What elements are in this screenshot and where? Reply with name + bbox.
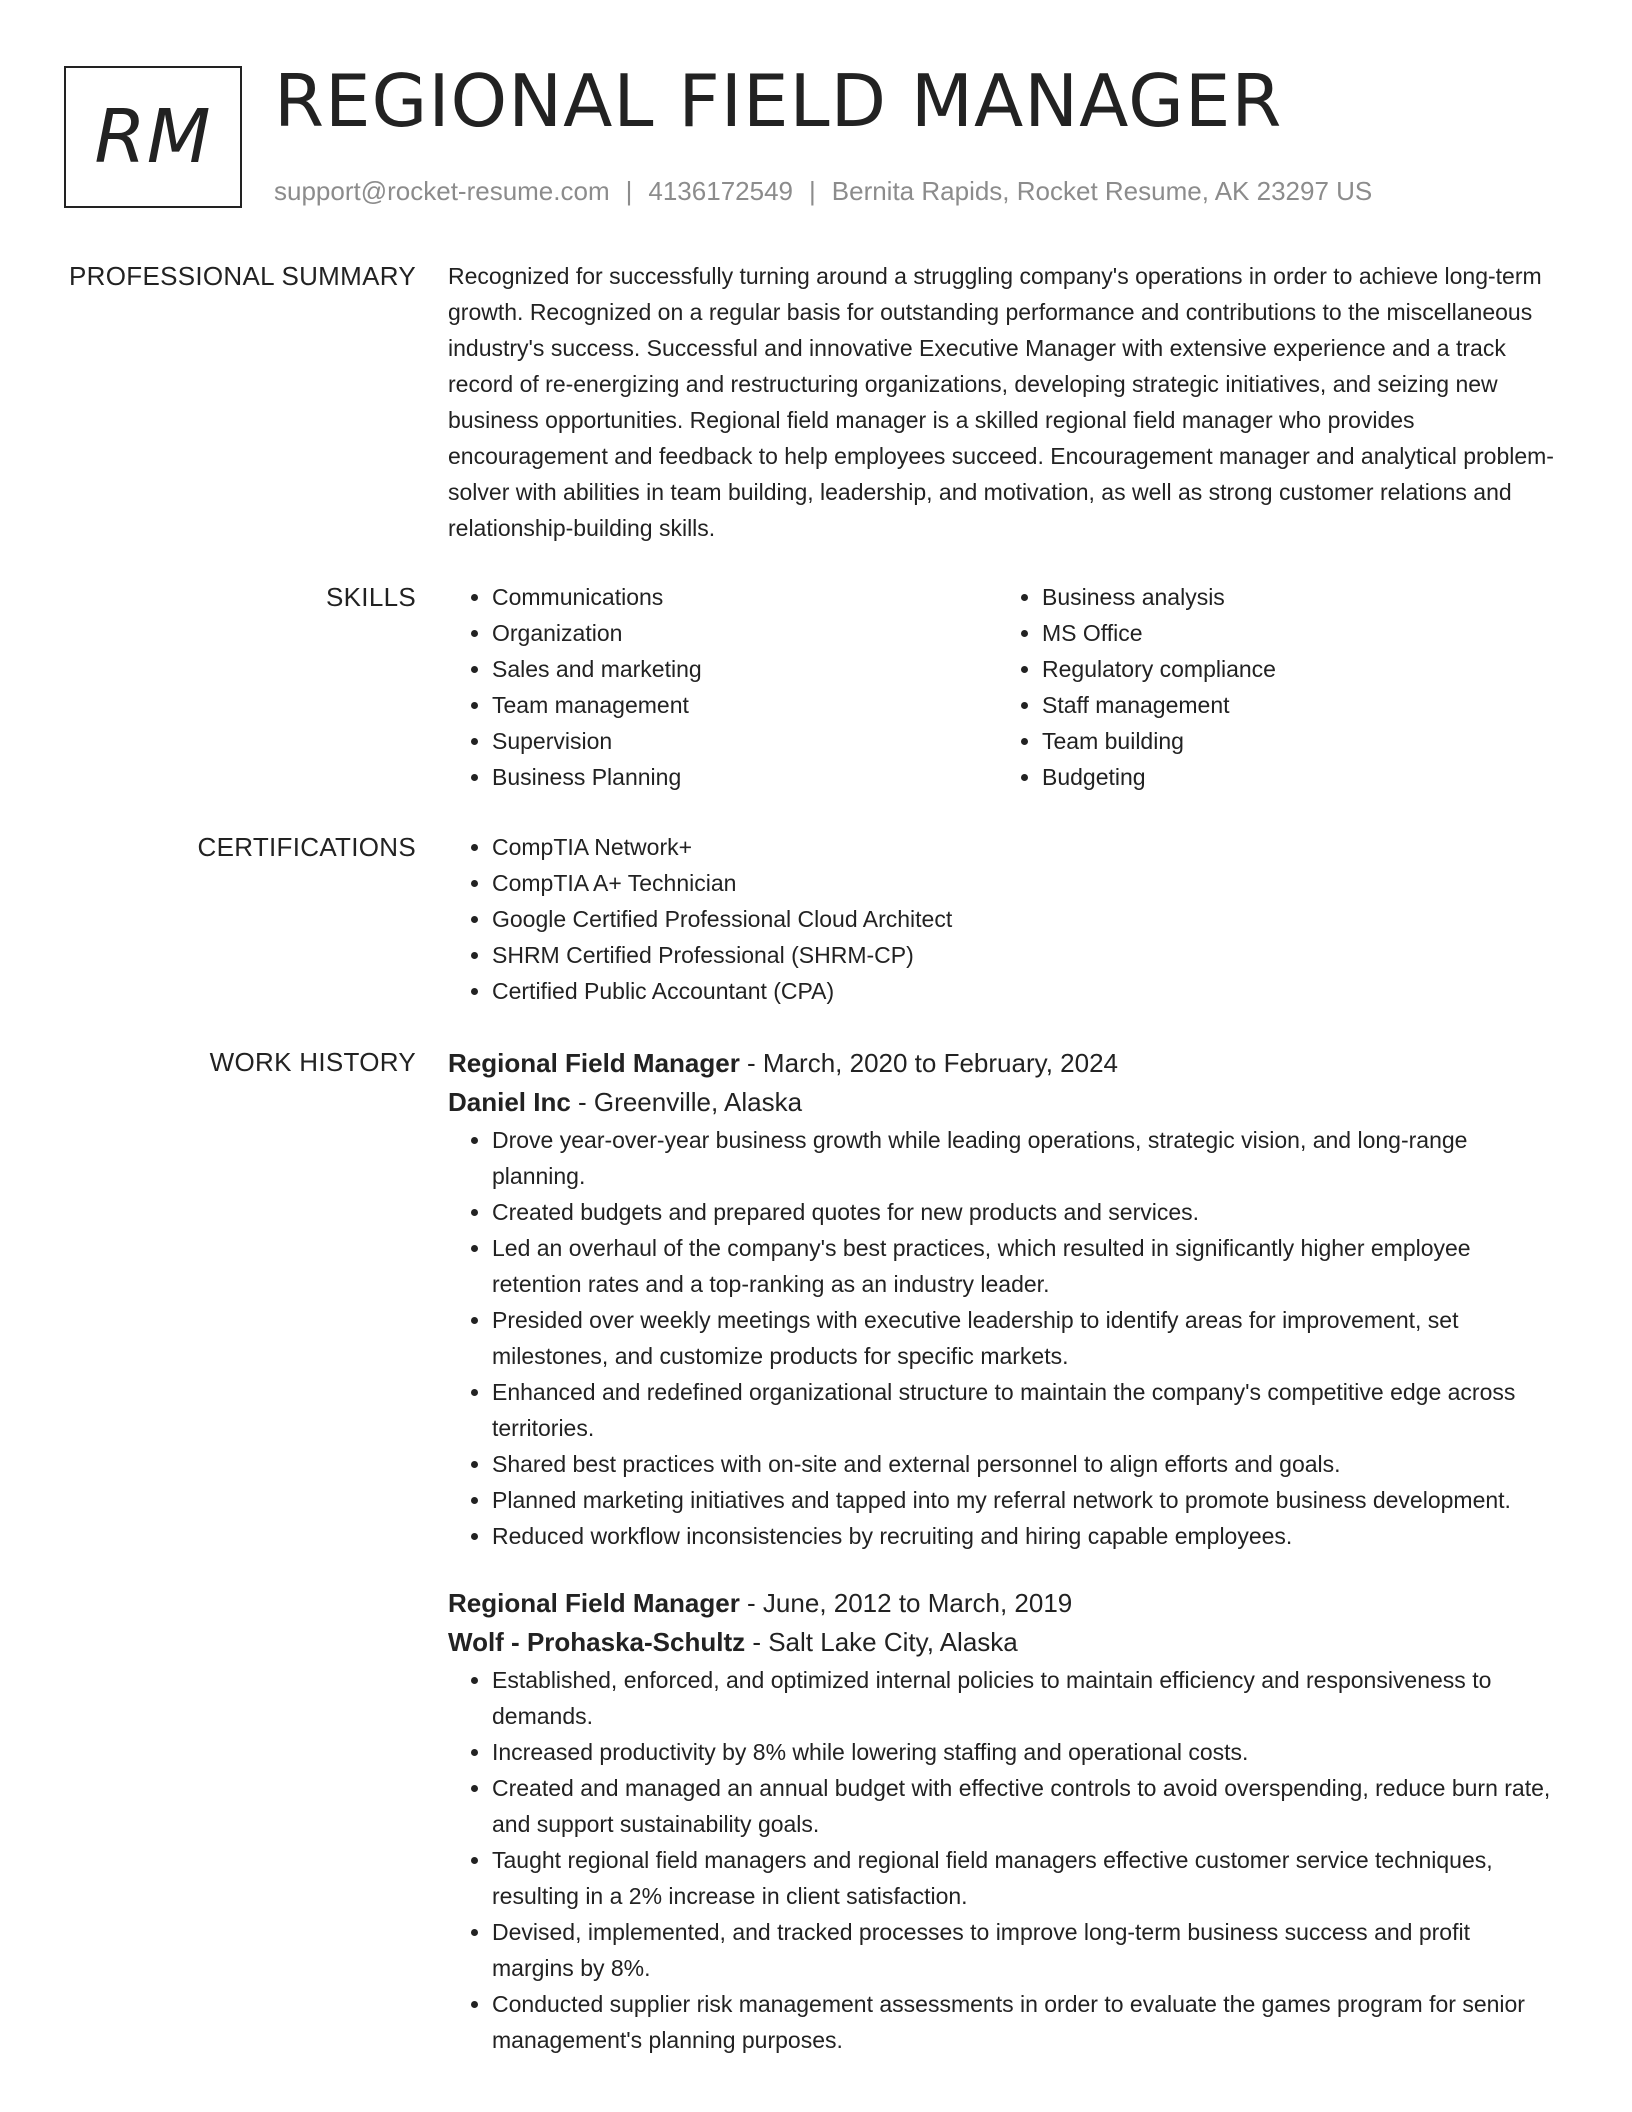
job-location: - Salt Lake City, Alaska [745, 1627, 1018, 1657]
skill-item: • Communications [492, 579, 998, 615]
job-bullet: • Increased productivity by 8% while lowering staffing and operational costs. [492, 1734, 1558, 1770]
job-company-line [448, 1622, 1558, 1662]
skill-item: • Business Planning [492, 759, 998, 795]
job-dates: - March, 2020 to February, 2024 [739, 1048, 1118, 1078]
certifications-label: CERTIFICATIONS [197, 832, 416, 862]
job-bullet: • Created and managed an annual budget with effective controls to avoid overspending, reduce burn rate, and support sustainability goals. [492, 1770, 1558, 1842]
skills-label: SKILLS [326, 582, 416, 612]
contact-separator: | [809, 176, 816, 206]
skill-item: • MS Office [1042, 615, 1548, 651]
job-title: Regional Field Manager [448, 1048, 740, 1078]
skill-item: • Sales and marketing [492, 651, 998, 687]
work-history-body [448, 1044, 1558, 2058]
job-bullet: • Taught regional field managers and regional field managers effective customer service techniques, resulting in a 2% increase in client satisfaction. [492, 1842, 1558, 1914]
certification-item: • CompTIA Network+ [492, 829, 1558, 865]
job-bullet: • Led an overhaul of the company's best practices, which resulted in significantly higher employee retention rates and a top-ranking as an industry leader. [492, 1230, 1558, 1302]
summary-text: Recognized for successfully turning around a struggling company's operations in order to achieve long-term growth. Recognized on a regular basis for outstanding performance and contributions to the miscellaneous industry's success. Successful and innovative Executive Manager with extensive experience and a track record of re-energizing and restructuring organizations, developing strategic initiatives, and seizing new business opportunities. Regional field manager is a skilled regional field manager who provides encouragement and feedback to help employees succeed. Encouragement manager and analytical problem-solver with abilities in team building, leadership, and motivation, as well as strong customer relations and relationship-building skills. [448, 263, 1554, 541]
summary-body [448, 258, 1558, 546]
job-title-line [448, 1044, 1558, 1082]
job-title: Regional Field Manager [448, 1588, 740, 1618]
certification-item: • Google Certified Professional Cloud Architect [492, 901, 1558, 937]
job-bullet: • Enhanced and redefined organizational structure to maintain the company's competitive edge across territories. [492, 1374, 1558, 1446]
job-company: Daniel Inc [448, 1087, 571, 1117]
job-bullet: • Conducted supplier risk management assessments in order to evaluate the games program for senior management's planning purposes. [492, 1986, 1558, 2058]
skill-item: • Budgeting [1042, 759, 1548, 795]
job-bullet: • Planned marketing initiatives and tapped into my referral network to promote business development. [492, 1482, 1558, 1518]
contact-phone[interactable]: 4136172549 [648, 176, 793, 206]
skill-item: • Team building [1042, 723, 1548, 759]
monogram-box [64, 66, 242, 208]
job-entry [448, 1044, 1558, 1554]
contact-line [274, 174, 1372, 208]
candidate-name: REGIONAL FIELD MANAGER [274, 59, 1283, 143]
job-location: - Greenville, Alaska [570, 1087, 803, 1117]
summary-label: PROFESSIONAL SUMMARY [69, 261, 416, 291]
job-bullets [448, 1662, 1558, 2058]
job-bullet: • Devised, implemented, and tracked processes to improve long-term business success and profit margins by 8%. [492, 1914, 1558, 1986]
job-company-line [448, 1082, 1558, 1122]
contact-address: Bernita Rapids, Rocket Resume, AK 23297 US [831, 176, 1373, 206]
certifications-list [448, 829, 1558, 1009]
job-bullet: • Established, enforced, and optimized internal policies to maintain efficiency and responsiveness to demands. [492, 1662, 1558, 1734]
contact-separator: | [625, 176, 633, 206]
job-dates: - June, 2012 to March, 2019 [739, 1588, 1073, 1618]
skill-item: • Regulatory compliance [1042, 651, 1548, 687]
certification-item: • SHRM Certified Professional (SHRM-CP) [492, 937, 1558, 973]
work-history-label: WORK HISTORY [209, 1047, 416, 1077]
job-title-line [448, 1584, 1558, 1622]
job-bullet: • Presided over weekly meetings with executive leadership to identify areas for improvement, set milestones, and customize products for specific markets. [492, 1302, 1558, 1374]
certifications-body [448, 829, 1558, 1009]
skills-list-right [998, 579, 1548, 795]
job-bullet: • Reduced workflow inconsistencies by recruiting and hiring capable employees. [492, 1518, 1558, 1554]
skill-item: • Team management [492, 687, 998, 723]
contact-email[interactable]: support@rocket-resume.com [274, 176, 610, 206]
skill-item: • Staff management [1042, 687, 1548, 723]
skill-item: • Supervision [492, 723, 998, 759]
job-bullet: • Shared best practices with on-site and external personnel to align efforts and goals. [492, 1446, 1558, 1482]
job-bullet: • Drove year-over-year business growth while leading operations, strategic vision, and long-range planning. [492, 1122, 1558, 1194]
job-bullet: • Created budgets and prepared quotes for new products and services. [492, 1194, 1558, 1230]
certification-item: • Certified Public Accountant (CPA) [492, 973, 1558, 1009]
skill-item: • Business analysis [1042, 579, 1548, 615]
job-company: Wolf - Prohaska-Schultz [448, 1627, 746, 1657]
skill-item: • Organization [492, 615, 998, 651]
job-entry [448, 1584, 1558, 2058]
skills-list-left [448, 579, 998, 795]
skills-body [448, 579, 1558, 795]
job-bullets [448, 1122, 1558, 1554]
monogram-initials: RM [94, 94, 212, 180]
certification-item: • CompTIA A+ Technician [492, 865, 1558, 901]
